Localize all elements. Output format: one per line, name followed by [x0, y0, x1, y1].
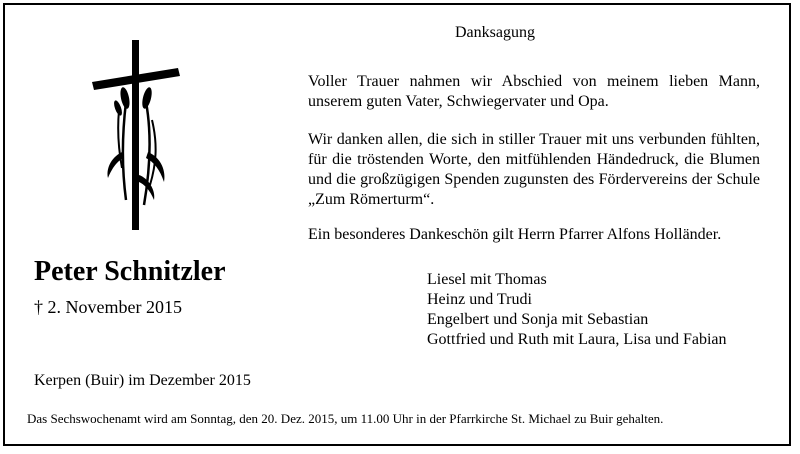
notice-heading: Danksagung: [455, 24, 535, 41]
paragraph-farewell: Voller Trauer nahmen wir Abschied von meinem lieben Mann, unserem guten Vater, Schwiegervater und Opa.: [308, 73, 760, 110]
family-member: Liesel mit Thomas: [427, 271, 547, 288]
paragraph-special-thanks: Ein besonderes Dankeschön gilt Herrn Pfarrer Alfons Holländer.: [308, 226, 722, 243]
family-member: Gottfried und Ruth mit Laura, Lisa und Fabian: [427, 331, 727, 348]
family-member: Engelbert und Sonja mit Sebastian: [427, 311, 649, 328]
death-date: † 2. November 2015: [34, 297, 182, 317]
family-list: [427, 270, 727, 350]
place-date: Kerpen (Buir) im Dezember 2015: [34, 372, 251, 389]
mass-announcement: Das Sechswochenamt wird am Sonntag, den 20. Dez. 2015, um 11.00 Uhr in der Pfarrkirche St. Michael zu Buir gehalten.: [27, 411, 664, 426]
paragraph-thanks: Wir danken allen, die sich in stiller Trauer mit uns verbunden fühlten, für die tröstenden Worte, den mitfühlenden Händedruck, die Blumen und die großzügigen Spenden zugunsten des Fördervereins der Schule „Zum Römerturm“.: [308, 131, 760, 208]
family-member: Heinz und Trudi: [427, 291, 532, 308]
deceased-name: Peter Schnitzler: [34, 256, 226, 287]
cross-with-wheat-icon: [92, 40, 182, 230]
